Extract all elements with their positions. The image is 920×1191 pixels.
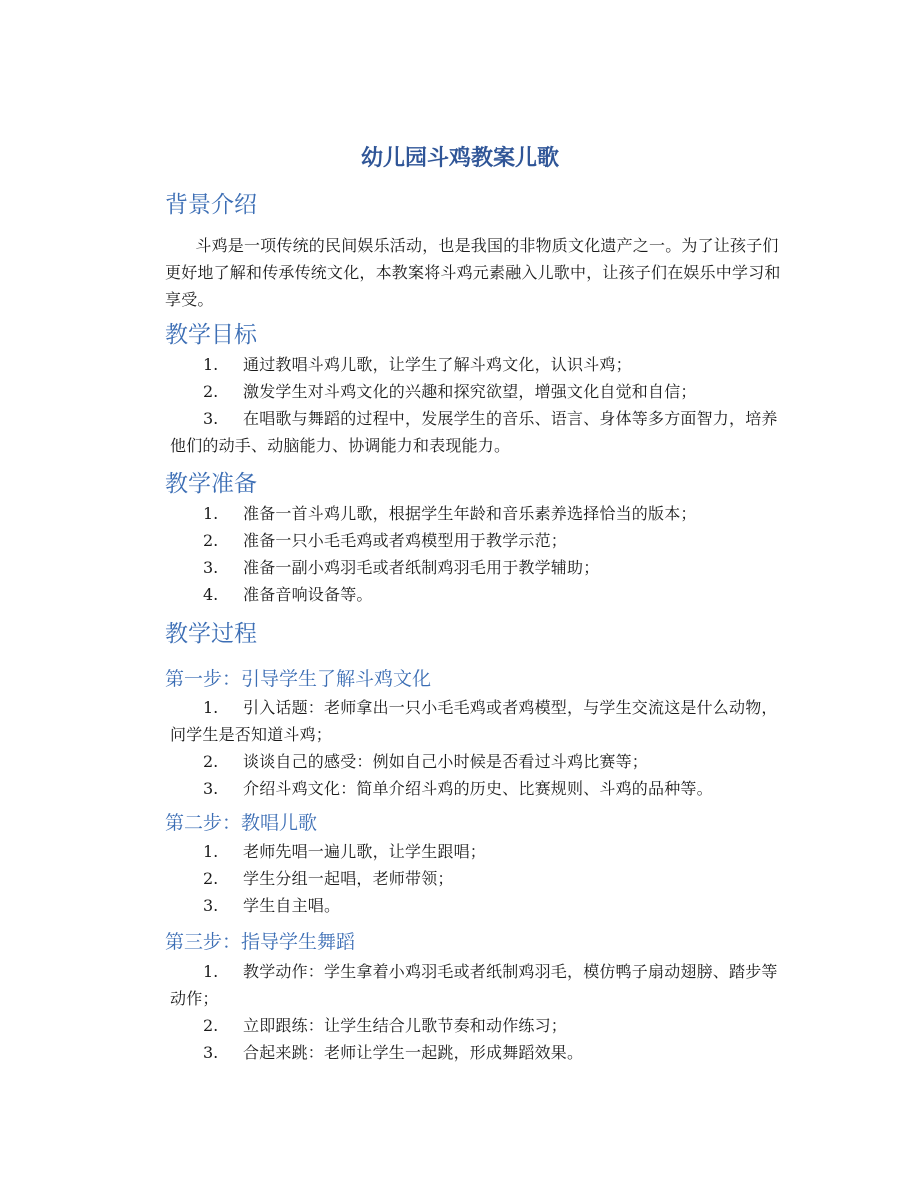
list-item (165, 378, 790, 405)
list-item-number: 1. (203, 504, 219, 523)
list-item-text: 准备一副小鸡羽毛或者纸制鸡羽毛用于教学辅助； (243, 558, 600, 577)
list-item (165, 581, 790, 608)
list-item (165, 694, 790, 748)
list-item-text: 在唱歌与舞蹈的过程中，发展学生的音乐、语言、身体等多方面智力，培养他们的动手、动脑能力、协调能力和表现能力。 (170, 409, 778, 455)
list-item-text: 学生分组一起唱，老师带领； (243, 869, 454, 888)
list-item (165, 351, 790, 378)
heading-process: 教学过程 (165, 621, 257, 647)
list-item (165, 958, 790, 1012)
list-item-text: 教学动作：学生拿着小鸡羽毛或者纸制鸡羽毛，模仿鸭子扇动翅膀、踏步等动作； (170, 962, 778, 1008)
list-item-number: 3. (203, 409, 219, 428)
list-item-text: 引入话题：老师拿出一只小毛毛鸡或者鸡模型，与学生交流这是什么动物，问学生是否知道斗鸡； (170, 698, 778, 744)
list-item-text: 介绍斗鸡文化：简单介绍斗鸡的历史、比赛规则、斗鸡的品种等。 (243, 779, 713, 798)
list-item-number: 3. (203, 558, 219, 577)
heading-step3: 第三步：指导学生舞蹈 (165, 931, 356, 953)
list-item-number: 1. (203, 698, 219, 717)
list-item-number: 1. (203, 962, 219, 981)
heading-background: 背景介绍 (165, 192, 257, 218)
list-item-number: 2. (203, 752, 219, 771)
list-item (165, 748, 790, 775)
list-item-text: 学生自主唱。 (243, 896, 341, 915)
preparation-list (165, 500, 790, 608)
list-item-text: 合起来跳：老师让学生一起跳，形成舞蹈效果。 (243, 1043, 584, 1062)
list-item (165, 554, 790, 581)
list-item-text: 激发学生对斗鸡文化的兴趣和探究欲望，增强文化自觉和自信； (243, 382, 697, 401)
list-item (165, 775, 790, 802)
heading-preparation: 教学准备 (165, 471, 257, 497)
list-item-number: 4. (203, 585, 219, 604)
list-item-text: 通过教唱斗鸡儿歌，让学生了解斗鸡文化，认识斗鸡； (243, 355, 632, 374)
list-item (165, 838, 790, 865)
list-item (165, 1039, 790, 1066)
list-item-text: 准备音响设备等。 (243, 585, 373, 604)
list-item (165, 892, 790, 919)
list-item-text: 立即跟练：让学生结合儿歌节奏和动作练习； (243, 1016, 568, 1035)
list-item-text: 准备一只小毛毛鸡或者鸡模型用于教学示范； (243, 531, 568, 550)
background-paragraph: 斗鸡是一项传统的民间娱乐活动，也是我国的非物质文化遗产之一。为了让孩子们更好地了解和传承传统文化，本教案将斗鸡元素融入儿歌中，让孩子们在娱乐中学习和享受。 (165, 236, 781, 309)
step2-list (165, 838, 790, 919)
list-item (165, 1012, 790, 1039)
list-item-number: 3. (203, 779, 219, 798)
list-item (165, 500, 790, 527)
heading-step2: 第二步：教唱儿歌 (165, 812, 318, 834)
list-item-number: 1. (203, 355, 219, 374)
heading-step1: 第一步：引导学生了解斗鸡文化 (165, 668, 432, 690)
list-item-number: 2. (203, 1016, 219, 1035)
list-item-number: 3. (203, 1043, 219, 1062)
list-item (165, 865, 790, 892)
goals-list (165, 351, 790, 459)
list-item-number: 2. (203, 869, 219, 888)
list-item-number: 2. (203, 531, 219, 550)
list-item-number: 2. (203, 382, 219, 401)
step1-list (165, 694, 790, 802)
list-item-number: 3. (203, 896, 219, 915)
list-item (165, 405, 790, 459)
list-item (165, 527, 790, 554)
document-title: 幼儿园斗鸡教案儿歌 (360, 146, 559, 171)
step3-list (165, 958, 790, 1066)
list-item-text: 老师先唱一遍儿歌，让学生跟唱； (243, 842, 487, 861)
list-item-text: 谈谈自己的感受：例如自己小时候是否看过斗鸡比赛等； (243, 752, 649, 771)
list-item-text: 准备一首斗鸡儿歌，根据学生年龄和音乐素养选择恰当的版本； (243, 504, 697, 523)
list-item-number: 1. (203, 842, 219, 861)
heading-goals: 教学目标 (165, 322, 257, 348)
